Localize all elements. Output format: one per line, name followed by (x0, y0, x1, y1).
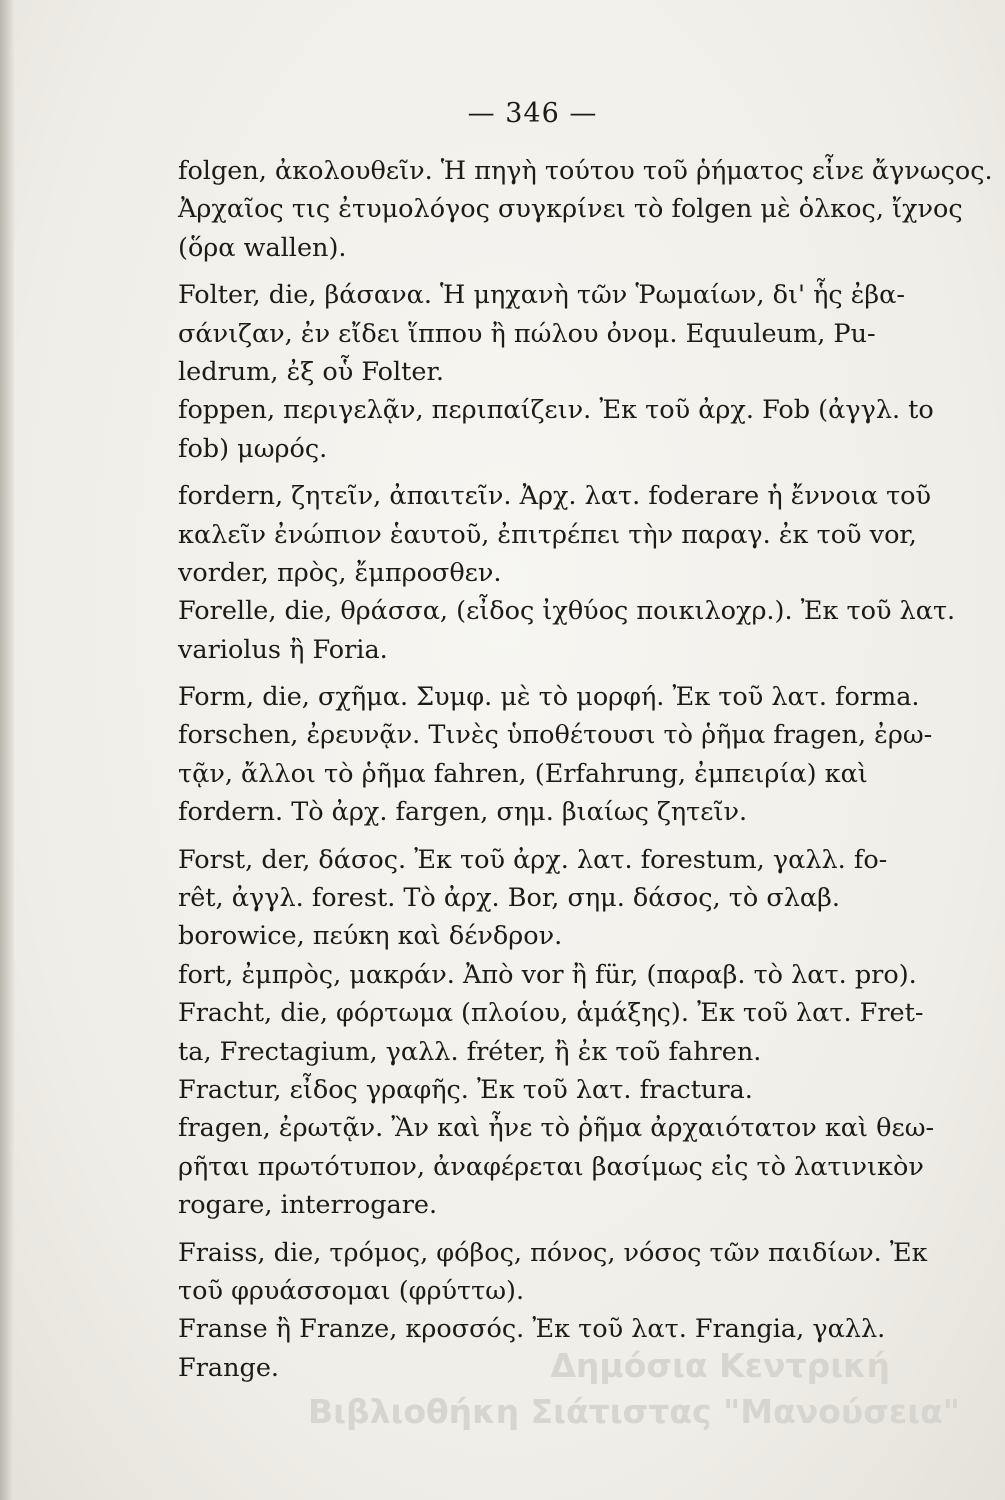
text-line: Franse ἢ Franze, κροσσός. Ἐκ τοῦ λατ. Frangia, γαλλ. (178, 1314, 886, 1345)
text-line: fragen, ἐρωτᾷν. Ἂν καὶ ἦνε τὸ ῥῆμα ἀρχαιότατον καὶ θεω- (178, 1113, 935, 1144)
text-line: Folter, die, βάσανα. Ἡ μηχανὴ τῶν Ῥωμαίων, δι' ἧς ἐβα- (178, 280, 905, 311)
page-edge-shadow (0, 0, 14, 1500)
text-line: ρῆται πρωτότυπον, ἀναφέρεται βασίμως εἰς τὸ λατινικὸν (178, 1151, 924, 1182)
text-line: rêt, ἀγγλ. forest. Τὸ ἀρχ. Bor, σημ. δάσος, τὸ σλαβ. (178, 883, 840, 914)
text-line: fort, ἐμπρὸς, μακράν. Ἀπὸ vor ἢ für, (παραβ. τὸ λατ. pro). (178, 959, 917, 990)
text-line: Forelle, die, θράσσα, (εἶδος ἰχθύος ποικιλοχρ.). Ἐκ τοῦ λατ. (178, 596, 956, 627)
library-watermark-line1: Δημόσια Κεντρική (550, 1346, 890, 1385)
text-line: borowice, πεύκη καὶ δένδρον. (178, 921, 563, 952)
text-line: ta, Frectagium, γαλλ. fréter, ἢ ἐκ τοῦ fahren. (178, 1036, 762, 1067)
text-line: fordern, ζητεῖν, ἀπαιτεῖν. Ἀρχ. λατ. foderare ἡ ἔννοια τοῦ (178, 481, 932, 512)
text-line: σάνιζαν, ἐν εἴδει ἵππου ἢ πώλου ὀνομ. Equuleum, Pu- (178, 318, 876, 349)
text-line: fordern. Τὸ ἀρχ. fargen, σημ. βιαίως ζητεῖν. (178, 797, 748, 828)
text-line: rogare, interrogare. (178, 1190, 438, 1221)
text-line: Fractur, εἶδος γραφῆς. Ἐκ τοῦ λατ. fractura. (178, 1074, 753, 1105)
text-line: Frange. (178, 1352, 280, 1383)
text-line: Ἀρχαῖος τις ἐτυμολόγος συγκρίνει τὸ folgen μὲ ὁλκος, ἴχνος (178, 194, 963, 225)
text-line: folgen, ἀκολουθεῖν. Ἡ πηγὴ τούτου τοῦ ῥήματος εἶνε ἄγνωςος. (178, 156, 993, 186)
page-number: — 346 — (467, 98, 598, 129)
text-line: fob) μωρός. (178, 433, 328, 464)
text-line: Form, die, σχῆμα. Συμφ. μὲ τὸ μορφή. Ἐκ τοῦ λατ. forma. (178, 682, 920, 713)
text-line: Forst, der, δάσος. Ἐκ τοῦ ἀρχ. λατ. forestum, γαλλ. fo- (178, 844, 888, 875)
text-line: Fraiss, die, τρόμος, φόβος, πόνος, νόσος τῶν παιδίων. Ἐκ (178, 1237, 928, 1268)
text-line: Fracht, die, φόρτωμα (πλοίου, ἁμάξης). Ἐκ τοῦ λατ. Fret- (178, 998, 924, 1029)
dictionary-text (178, 152, 993, 1387)
text-line: foppen, περιγελᾷν, περιπαίζειν. Ἐκ τοῦ ἀρχ. Fob (ἀγγλ. to (178, 395, 934, 426)
text-line: τᾷν, ἄλλοι τὸ ῥῆμα fahren, (Erfahrung, ἐμπειρία) καὶ (178, 758, 868, 789)
text-line: vorder, πρὸς, ἔμπροσθεν. (178, 557, 502, 588)
text-line: τοῦ φρυάσσομαι (φρύττω). (178, 1275, 525, 1306)
text-line: καλεῖν ἐνώπιον ἑαυτοῦ, ἐπιτρέπει τὴν παραγ. ἐκ τοῦ vor, (178, 519, 917, 550)
text-line: forschen, ἐρευνᾷν. Τινὲς ὑποθέτουσι τὸ ῥῆμα fragen, ἐρω- (178, 720, 933, 751)
text-line: ledrum, ἐξ οὗ Folter. (178, 356, 445, 387)
text-line: (ὅρα wallen). (178, 232, 347, 263)
library-watermark-line2: Βιβλιοθήκη Σιάτιστας "Μανούσεια" (307, 1392, 960, 1431)
text-line: variolus ἢ Foria. (178, 634, 388, 665)
